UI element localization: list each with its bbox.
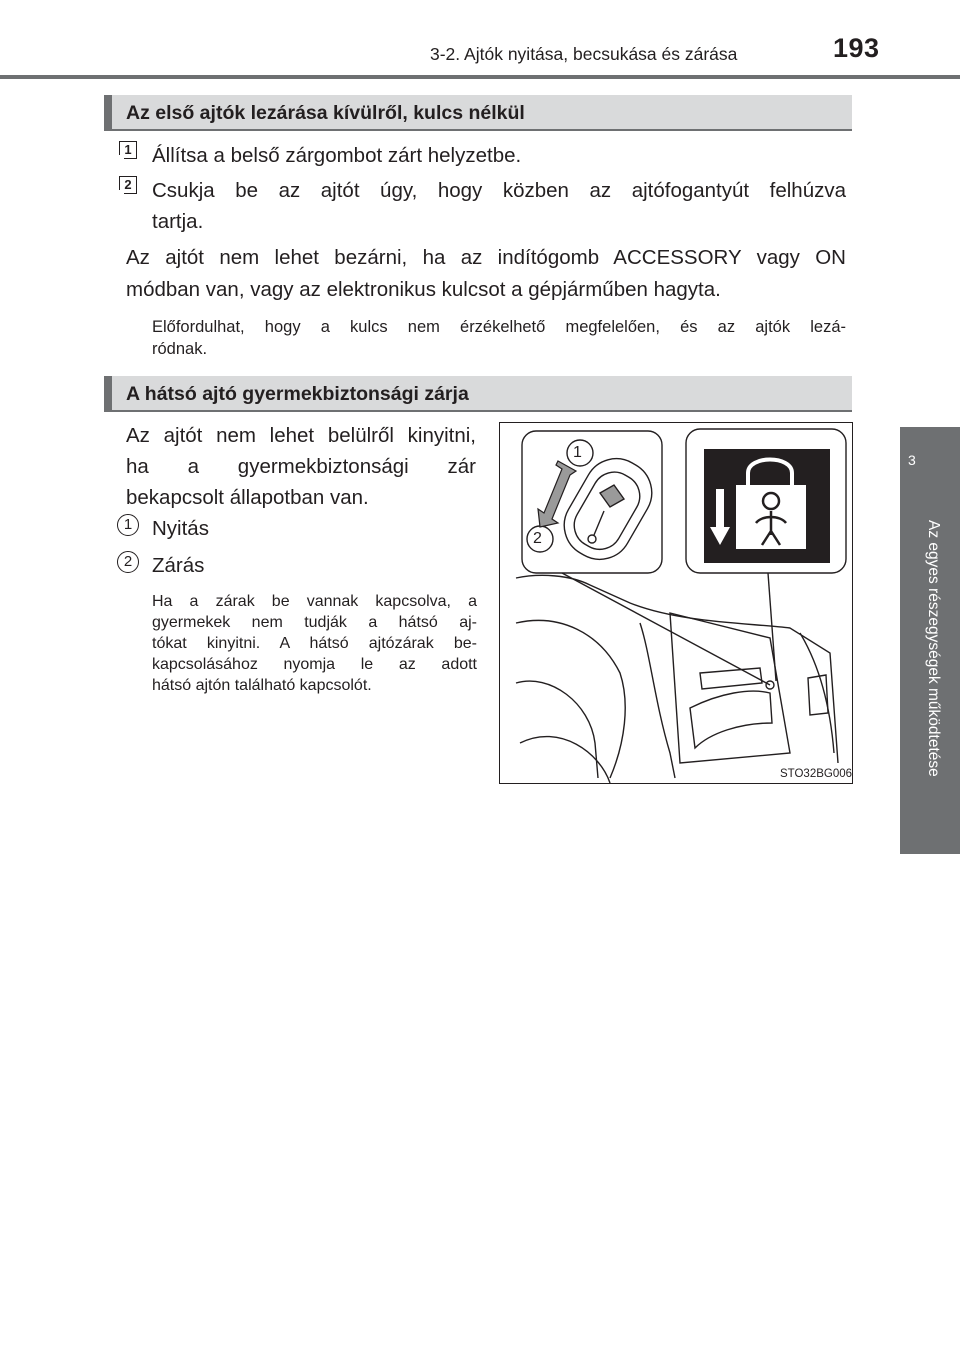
note-line: ródnak. xyxy=(152,340,208,358)
item-number-circle: 2 xyxy=(117,551,139,573)
note-line: hátsó ajtón található kapcsolót. xyxy=(152,677,372,694)
page-number: 193 xyxy=(833,33,880,63)
note-line: tókat kinyitni. A hátsó ajtózárak be- xyxy=(152,635,477,652)
section-heading xyxy=(104,95,852,131)
figure-illustration xyxy=(500,423,852,783)
chapter-title: Az egyes részegységek működtetése xyxy=(925,520,942,777)
note-line: kapcsolásához nyomja le az adott xyxy=(152,656,477,673)
note-line: gyermekek nem tudják a hátsó aj- xyxy=(152,614,477,631)
step-text-line: Csukja be az ajtót úgy, hogy közben az ajtófogantyút felhúzva xyxy=(152,179,846,202)
note-line: Előfordulhat, hogy a kulcs nem érzékelhető megfelelően, és az ajtók lezá- xyxy=(152,318,846,336)
step-marker: 1 xyxy=(119,141,137,159)
chapter-number: 3 xyxy=(908,452,916,468)
section-title: A hátsó ajtó gyermekbiztonsági zárja xyxy=(126,383,469,405)
header-rule xyxy=(0,75,960,79)
figure-code: STO32BG006 xyxy=(780,768,853,780)
note-line: Ha a zárak be vannak kapcsolva, a xyxy=(152,593,477,610)
step-marker: 2 xyxy=(119,176,137,194)
item-label: Zárás xyxy=(152,554,205,577)
child-lock-figure xyxy=(499,422,853,784)
figure-callout: 2 xyxy=(533,530,542,547)
body-paragraph-line: ha a gyermekbiztonsági zár xyxy=(126,455,476,478)
body-paragraph-line: módban van, vagy az elektronikus kulcsot a gépjárműben hagyta. xyxy=(126,278,721,301)
section-heading xyxy=(104,376,852,412)
body-paragraph-line: bekapcsolt állapotban van. xyxy=(126,486,369,509)
step-text: Állítsa a belső zárgombot zárt helyzetbe. xyxy=(152,144,522,167)
body-paragraph-line: Az ajtót nem lehet belülről kinyitni, xyxy=(126,424,476,447)
double-arrow-icon xyxy=(538,461,576,527)
step-text-line: tartja. xyxy=(152,210,204,233)
running-header: 3-2. Ajtók nyitása, becsukása és zárása xyxy=(430,44,738,64)
item-number-circle: 1 xyxy=(117,514,139,536)
body-paragraph-line: Az ajtót nem lehet bezárni, ha az indítógomb ACCESSORY vagy ON xyxy=(126,246,846,269)
figure-callout: 1 xyxy=(573,444,582,461)
section-title: Az első ajtók lezárása kívülről, kulcs nélkül xyxy=(126,102,525,124)
item-label: Nyitás xyxy=(152,517,209,540)
